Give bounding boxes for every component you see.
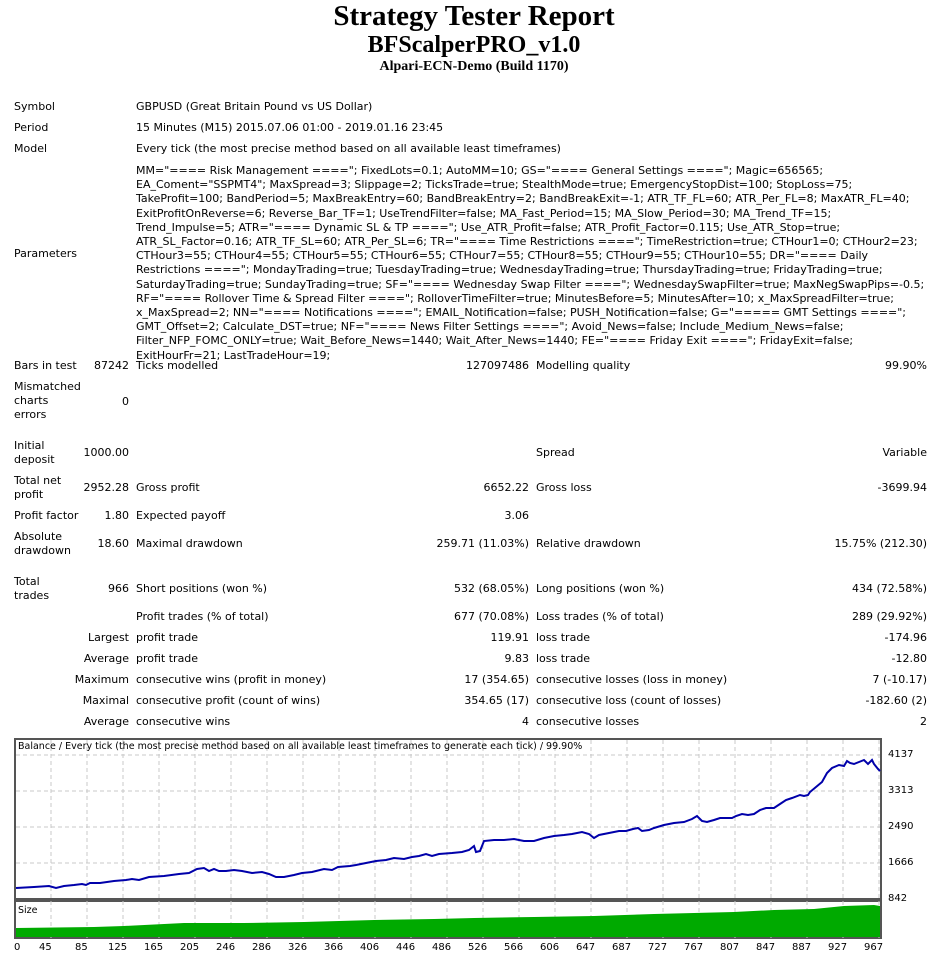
x-tick: 246 [216, 942, 236, 953]
absolute-drawdown-value: 18.60 [97, 537, 129, 550]
expected-payoff-label: Expected payoff [136, 509, 226, 522]
largest-profit-value: 119.91 [490, 631, 529, 644]
average-consecutive-label: Average [83, 715, 129, 728]
relative-drawdown-label: Relative drawdown [536, 537, 641, 550]
gross-profit-value: 6652.22 [483, 481, 529, 494]
long-positions-value: 434 (72.58%) [851, 582, 927, 595]
size-panel-label: Size [18, 905, 38, 916]
short-positions-value: 532 (68.05%) [453, 582, 529, 595]
x-tick: 847 [756, 942, 776, 953]
gross-loss-label: Gross loss [536, 481, 592, 494]
profit-trades-label: Profit trades (% of total) [136, 610, 269, 623]
model-label: Model [14, 142, 48, 155]
maximal-profit-label: consecutive profit (count of wins) [136, 694, 321, 707]
report-title: Strategy Tester Report [333, 0, 615, 32]
x-tick: 767 [684, 942, 704, 953]
x-tick: 125 [108, 942, 128, 953]
y-tick: 1666 [888, 857, 914, 868]
x-tick: 606 [540, 942, 560, 953]
deposit-label: Initial deposit [14, 439, 55, 466]
spread-label: Spread [536, 446, 575, 459]
x-tick: 286 [252, 942, 272, 953]
net-profit-label: Total net profit [14, 474, 62, 501]
maximal-loss-label: consecutive loss (count of losses) [536, 694, 722, 707]
quality-value: 99.90% [885, 359, 927, 372]
x-tick: 366 [324, 942, 344, 953]
y-tick: 4137 [888, 749, 914, 760]
profit-factor-value: 1.80 [104, 509, 129, 522]
x-tick: 0 [14, 942, 21, 953]
max-cons-wins-value: 17 (354.65) [464, 673, 529, 686]
x-tick: 446 [396, 942, 416, 953]
x-tick: 566 [504, 942, 524, 953]
ticks-value: 127097486 [466, 359, 529, 372]
period-value: 15 Minutes (M15) 2015.07.06 01:00 - 2019.01.16 23:45 [136, 121, 444, 134]
total-trades-label: Total trades [14, 575, 50, 602]
profit-factor-label: Profit factor [14, 509, 79, 522]
largest-profit-label: profit trade [136, 631, 199, 644]
avg-cons-wins-label: consecutive wins [136, 715, 231, 728]
period-label: Period [14, 121, 49, 134]
chart-title-text: Balance / Every tick (the most precise method based on all available least timeframes to generate each tick) / 99.90% [18, 741, 583, 752]
x-tick: 807 [720, 942, 740, 953]
bars-label: Bars in test [14, 359, 77, 372]
mismatch-value: 0 [122, 395, 129, 408]
y-tick: 3313 [888, 785, 914, 796]
balance-chart-canvas [14, 738, 882, 941]
average-label: Average [83, 652, 129, 665]
total-trades-value: 966 [108, 582, 129, 595]
mismatch-label: Mismatched charts errors [14, 380, 81, 421]
x-tick: 526 [468, 942, 488, 953]
maximum-label: Maximum [74, 673, 129, 686]
ea-name: BFScalperPRO_v1.0 [367, 32, 581, 58]
gross-loss-value: -3699.94 [877, 481, 927, 494]
gross-profit-label: Gross profit [136, 481, 200, 494]
symbol-label: Symbol [14, 100, 55, 113]
max-cons-losses-value: 7 (-10.17) [872, 673, 927, 686]
x-tick: 165 [144, 942, 164, 953]
maximal-loss-value: -182.60 (2) [865, 694, 927, 707]
deposit-value: 1000.00 [83, 446, 129, 459]
server-build: Alpari-ECN-Demo (Build 1170) [379, 59, 569, 74]
x-tick: 887 [792, 942, 812, 953]
maximal-drawdown-label: Maximal drawdown [136, 537, 243, 550]
largest-label: Largest [88, 631, 129, 644]
y-tick: 842 [888, 893, 908, 904]
x-tick: 647 [576, 942, 596, 953]
maximal-drawdown-value: 259.71 (11.03%) [436, 537, 529, 550]
long-positions-label: Long positions (won %) [536, 582, 665, 595]
net-profit-value: 2952.28 [83, 481, 129, 494]
loss-trades-label: Loss trades (% of total) [536, 610, 664, 623]
max-cons-losses-label: consecutive losses (loss in money) [536, 673, 728, 686]
maximal-profit-value: 354.65 (17) [464, 694, 529, 707]
quality-label: Modelling quality [536, 359, 631, 372]
parameters-value: MM="==== Risk Management ===="; FixedLots=0.1; AutoMM=10; GS="==== General Settings ===="; Magic=656565; EA_Coment="SSPMT4"; MaxSpread=3; Slippage=2; TicksTrade=true; StealthMode=true; EmergencyStopDist=100; StopLoss=75; TakeProfit=100; BandPeriod=5; MaxBreakEntry=60; BandBreakEntry=2; BandBreakExit=-1; ATR_TF_FL=60; ATR_Per_FL=8; MaxATR_FL=40; ExitProfitOnReverse=6; Reverse_Bar_TF=1; UseTrendFilter=false; MA_Fast_Period=15; MA_Slow_Period=30; MA_Trend_TF=15; Trend_Impulse=5; ATR="==== Dynamic SL & TP ===="; Use_ATR_Profit=false; ATR_Profit_Factor=0.115; Use_ATR_Stop=true; ATR_SL_Factor=0.16; ATR_TF_SL=60; ATR_Per_SL=6; TR="==== Time Restrictions ===="; TimeRestriction=true; CTHour1=0; CTHour2=23; CTHour3=55; CTHour4=55; CTHour5=55; CTHour6=55; CTHour7=55; CTHour8=55; CTHour9=55; CTHour10=55; DR="==== Daily Restrictions ===="; MondayTrading=true; TuesdayTrading=true; WednesdayTrading=true; ThursdayTrading=true; FridayTrading=true; SaturdayTrading=true; SundayTrading=true; SF="==== Wednesday Swap Filter ===="; WednesdaySwapFilter=true; MaxNegSwapPips=-0.5; RF="==== Rollover Time & Spread Filter ===="; RolloverTimeFilter=true; MinutesBefore=5; MinutesAfter=10; x_MaxSpreadFilter=true; x_MaxSpread=2; NN="==== Notifications ===="; EMAIL_Notification=false; PUSH_Notification=false; G="===== GMT Settings ===="; GMT_Offset=2; Calculate_DST=true; NF="==== News Filter Settings ===="; Avoid_News=false; Include_Medium_News=false; Filter_NFP_FOMC_ONLY=true; Wait_Before_News=1440; Wait_After_News=1440; FE="==== Friday Exit ===="; FridayExit=false; ExitHourFr=21; LastTradeHour=19; [136, 164, 925, 362]
x-tick: 687 [612, 942, 632, 953]
avg-cons-losses-label: consecutive losses [536, 715, 640, 728]
x-tick: 967 [864, 942, 884, 953]
max-cons-wins-label: consecutive wins (profit in money) [136, 673, 327, 686]
short-positions-label: Short positions (won %) [136, 582, 268, 595]
x-tick: 45 [39, 942, 52, 953]
avg-cons-wins-value: 4 [522, 715, 529, 728]
y-tick: 2490 [888, 821, 914, 832]
avg-cons-losses-value: 2 [920, 715, 927, 728]
balance-chart [14, 738, 882, 941]
loss-trades-value: 289 (29.92%) [851, 610, 927, 623]
largest-loss-label: loss trade [536, 631, 591, 644]
profit-trades-value: 677 (70.08%) [453, 610, 529, 623]
avg-profit-label: profit trade [136, 652, 199, 665]
spread-value: Variable [882, 446, 927, 459]
symbol-value: GBPUSD (Great Britain Pound vs US Dollar) [136, 100, 373, 113]
parameters-label: Parameters [14, 247, 77, 260]
model-value: Every tick (the most precise method based on all available least timeframes) [136, 142, 561, 155]
absolute-drawdown-label: Absolute drawdown [14, 530, 71, 557]
expected-payoff-value: 3.06 [504, 509, 529, 522]
avg-loss-label: loss trade [536, 652, 591, 665]
avg-profit-value: 9.83 [504, 652, 529, 665]
x-tick: 406 [360, 942, 380, 953]
bars-value: 87242 [94, 359, 129, 372]
maximal-label: Maximal [82, 694, 129, 707]
relative-drawdown-value: 15.75% (212.30) [834, 537, 927, 550]
x-tick: 205 [180, 942, 200, 953]
largest-loss-value: -174.96 [884, 631, 927, 644]
x-tick: 486 [432, 942, 452, 953]
x-tick: 326 [288, 942, 308, 953]
x-tick: 927 [828, 942, 848, 953]
avg-loss-value: -12.80 [891, 652, 927, 665]
ticks-label: Ticks modelled [136, 359, 219, 372]
x-tick: 85 [75, 942, 88, 953]
x-tick: 727 [648, 942, 668, 953]
